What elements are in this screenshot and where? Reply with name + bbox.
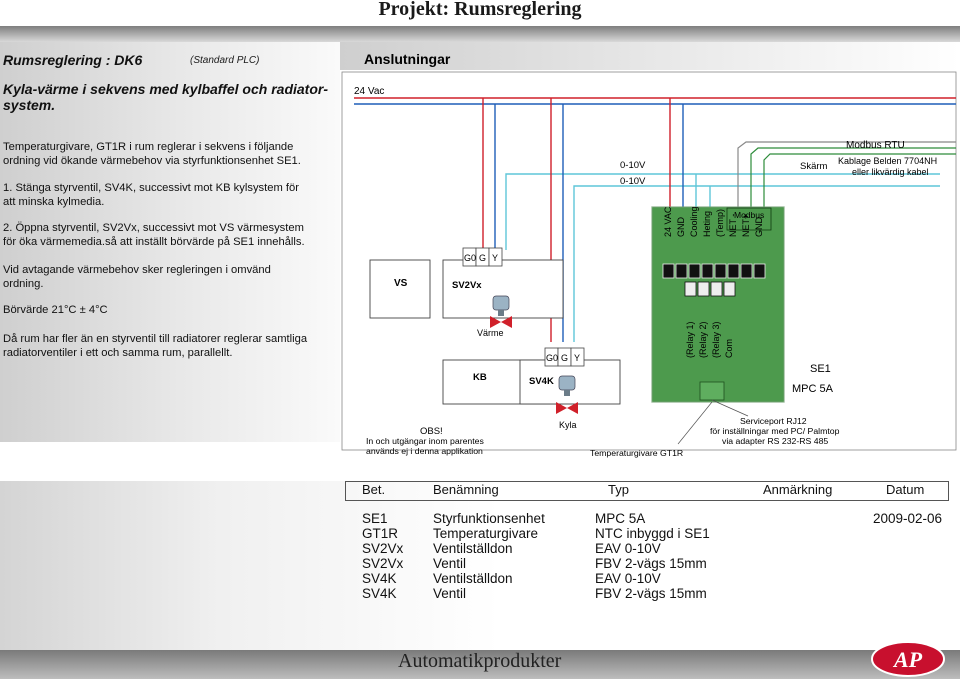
signal-label-2: 0-10V — [620, 176, 646, 187]
table-cell-r0-c0: SE1 — [362, 511, 388, 526]
term-top-label-4: (Temp) — [715, 208, 725, 237]
table-cell-r3-c2: FBV 2-vägs 15mm — [595, 556, 707, 571]
vs-label: VS — [394, 278, 408, 289]
project-name: Rumsreglering : DK6 — [3, 52, 143, 68]
page-title: Projekt: Rumsreglering — [378, 0, 582, 20]
table-cell-r0-c4: 2009-02-06 — [873, 511, 943, 526]
se1-label: SE1 — [810, 363, 831, 375]
terminal-top-1 — [676, 264, 687, 278]
sv4k-g: G — [561, 353, 569, 363]
shield-label: Skärm — [800, 161, 828, 172]
supply-label: 24 Vac — [354, 86, 385, 97]
terminal-bottom-2 — [711, 282, 722, 296]
modbus-label: Modbus — [734, 210, 765, 220]
desc-p4-2: ordning. — [3, 278, 44, 290]
table-cell-r3-c0: SV2Vx — [362, 556, 404, 571]
vs-box — [370, 260, 430, 318]
desc-p2-2: att minska kylmedia. — [3, 196, 105, 208]
term-bottom-label-3: Com — [724, 338, 734, 358]
project-subtitle-2: system. — [3, 97, 56, 113]
term-bottom-label-2: (Relay 3) — [711, 321, 721, 358]
kyla-label: Kyla — [559, 420, 577, 430]
sv2vx-g: G — [479, 253, 487, 263]
obs-line-2: används ej i denna applikation — [366, 446, 483, 456]
ap-logo-icon — [870, 640, 946, 678]
terminal-bottom-0 — [685, 282, 696, 296]
modbus-rtu-label: Modbus RTU — [846, 140, 905, 151]
desc-p2-1: 1. Stänga styrventil, SV4K, successivt mot KB kylsystem för — [3, 182, 299, 194]
term-top-label-6: NET+ — [741, 213, 751, 237]
terminal-top-7 — [754, 264, 765, 278]
gt1r-pointer — [678, 402, 712, 444]
terminal-top-0 — [663, 264, 674, 278]
signal-label-1: 0-10V — [620, 160, 646, 171]
term-top-label-2: Cooling — [689, 206, 699, 237]
col-benamning: Benämning — [433, 482, 499, 497]
terminal-top-2 — [689, 264, 700, 278]
desc-setpoint: Börvärde 21°C ± 4°C — [3, 304, 108, 316]
table-cell-r1-c1: Temperaturgivare — [433, 526, 539, 541]
col-datum: Datum — [886, 482, 925, 497]
term-top-label-5: NET - — [728, 213, 738, 237]
project-subtitle-1: Kyla-värme i sekvens med kylbaffel och radiator- — [3, 81, 328, 97]
service-line-3: via adapter RS 232-RS 485 — [722, 436, 829, 446]
desc-p1-1: Temperaturgivare, GT1R i rum reglerar i sekvens i följande — [3, 141, 294, 153]
table-cell-r2-c1: Ventilställdon — [433, 541, 513, 556]
cable-label-1: Kablage Belden 7704NH — [838, 156, 938, 166]
desc-p6-2: radiatorventiler i ett och samma rum, parallellt. — [3, 347, 233, 359]
table-cell-r4-c0: SV4K — [362, 571, 397, 586]
term-top-label-7: GND — [754, 217, 764, 237]
sv4k-label: SV4K — [529, 376, 554, 387]
kb-label: KB — [473, 372, 487, 383]
sv2vx-y: Y — [492, 253, 499, 263]
diagram-frame — [342, 72, 956, 450]
terminal-top-4 — [715, 264, 726, 278]
wire-net-minus — [738, 142, 956, 214]
wiring-diagram — [340, 42, 960, 462]
term-top-label-1: GND — [676, 217, 686, 237]
obs-line-1: In och utgängar inom parentes — [366, 436, 484, 446]
service-line-2: för inställningar med PC/ Palmtop — [710, 426, 840, 436]
term-bottom-label-1: (Relay 2) — [698, 321, 708, 358]
desc-p1-2: ordning vid ökande värmebehov via styrfunktionsenhet SE1. — [3, 155, 301, 167]
mpc-label: MPC 5A — [792, 383, 833, 395]
desc-p6-1: Då rum har fler än en styrventil till radiatorer reglerar samtliga — [3, 333, 308, 345]
table-cell-r4-c1: Ventilställdon — [433, 571, 513, 586]
component-table — [0, 481, 960, 651]
title-bar — [0, 26, 960, 42]
sv4k-g0: G0 — [546, 353, 559, 363]
terminal-bottom-3 — [724, 282, 735, 296]
table-cell-r0-c1: Styrfunktionsenhet — [433, 511, 545, 526]
service-line-1: Serviceport RJ12 — [740, 416, 807, 426]
table-cell-r5-c2: FBV 2-vägs 15mm — [595, 586, 707, 601]
varme-label: Värme — [477, 328, 504, 338]
desc-p3-2: för öka värmemedia.så att inställt börvärde på SE1 innehålls. — [3, 236, 305, 248]
table-cell-r5-c0: SV4K — [362, 586, 397, 601]
brand-name: Automatikprodukter — [398, 650, 562, 672]
table-cell-r0-c2: MPC 5A — [595, 511, 646, 526]
logo-text: AP — [893, 647, 923, 672]
terminal-bottom-1 — [698, 282, 709, 296]
table-cell-r3-c1: Ventil — [433, 556, 467, 571]
table-cell-r2-c2: EAV 0-10V — [595, 541, 661, 556]
sv2vx-g0: G0 — [464, 253, 477, 263]
terminal-top-5 — [728, 264, 739, 278]
term-top-label-3: Heting — [702, 210, 712, 237]
col-anmarkning: Anmärkning — [763, 482, 833, 497]
term-top-label-0: 24 VAC — [663, 206, 673, 237]
connections-title: Anslutningar — [364, 51, 451, 67]
table-cell-r1-c0: GT1R — [362, 526, 399, 541]
gt1r-label: Temperaturgivare GT1R — [590, 448, 684, 458]
obs-title: OBS! — [420, 426, 443, 437]
table-cell-r1-c2: NTC inbyggd i SE1 — [595, 526, 710, 541]
desc-p4-1: Vid avtagande värmebehov sker regleringen i omvänd — [3, 264, 271, 276]
service-port-icon — [700, 382, 724, 400]
cable-label-2: eller likvärdig kabel — [852, 167, 929, 177]
table-cell-r5-c1: Ventil — [433, 586, 467, 601]
sv2vx-label: SV2Vx — [452, 280, 482, 291]
col-bet: Bet. — [362, 482, 386, 497]
terminal-top-3 — [702, 264, 713, 278]
table-cell-r2-c0: SV2Vx — [362, 541, 404, 556]
table-cell-r4-c2: EAV 0-10V — [595, 571, 661, 586]
term-bottom-label-0: (Relay 1) — [685, 321, 695, 358]
terminal-top-6 — [741, 264, 752, 278]
plc-type: (Standard PLC) — [190, 55, 260, 66]
desc-p3-1: 2. Öppna styrventil, SV2Vx, successivt mot VS värmesystem — [3, 222, 304, 234]
col-typ: Typ — [608, 482, 629, 497]
sv4k-y: Y — [574, 353, 581, 363]
